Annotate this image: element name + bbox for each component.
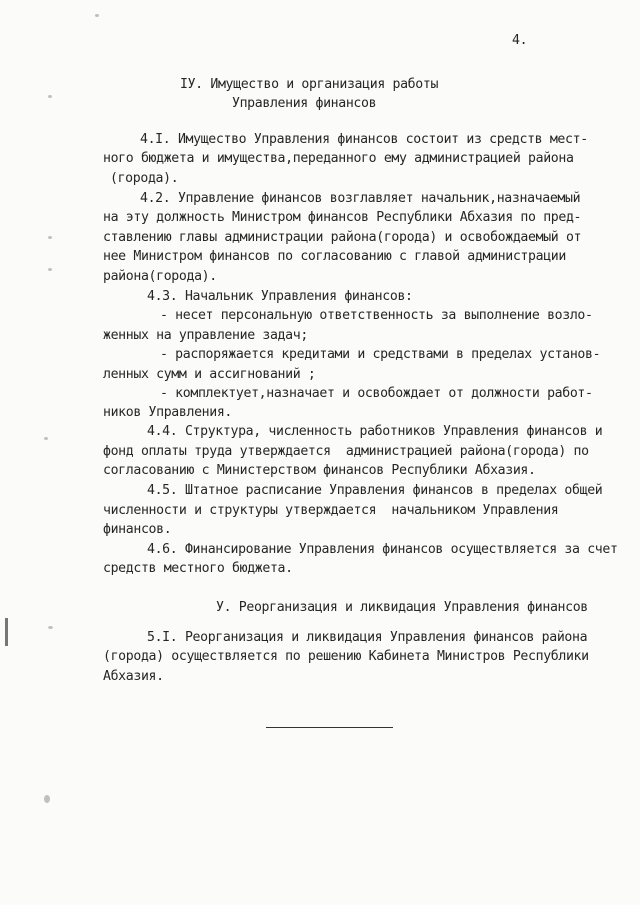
clause-4-4-line: согласованию с Министерством финансов Республики Абхазия. — [103, 463, 536, 478]
section-4-title: IУ. Имущество и организация работы — [180, 77, 439, 92]
clause-5-1-line: (города) осуществляется по решению Кабинета Министров Республики — [103, 649, 589, 664]
scan-speck — [44, 437, 48, 440]
clause-4-1-line: 4.I. Имущество Управления финансов состоит из средств мест- — [140, 132, 588, 147]
clause-4-3-item: - несет персональную ответственность за выполнение возло- — [160, 308, 593, 323]
clause-4-4-line: 4.4. Структура, численность работников Управления финансов и — [147, 424, 603, 439]
closing-rule — [266, 727, 393, 728]
page-number: 4. — [512, 33, 528, 48]
clause-4-3-heading: 4.3. Начальник Управления финансов: — [147, 289, 413, 304]
section-4-title-continued: Управления финансов — [232, 96, 377, 111]
clause-4-2-line: нее Министром финансов по согласованию с главой администрации — [103, 249, 566, 264]
clause-4-2-line: 4.2. Управление финансов возглавляет начальник,назначаемый — [140, 191, 581, 206]
clause-4-4-line: фонд оплаты труда утверждается администрацией района(города) по — [103, 444, 589, 459]
scan-speck — [48, 268, 52, 271]
clause-4-5-line: 4.5. Штатное расписание Управления финансов в пределах общей — [147, 483, 603, 498]
clause-5-1-line: Абхазия. — [103, 669, 164, 684]
clause-4-1-line: ного бюджета и имущества,переданного ему администрацией района — [103, 151, 574, 166]
scan-speck — [48, 95, 52, 98]
scan-speck — [95, 14, 99, 17]
scan-speck — [48, 236, 52, 239]
clause-4-5-line: численности и структуры утверждается начальником Управления — [103, 503, 559, 518]
clause-4-3-item: - распоряжается кредитами и средствами в пределах установ- — [160, 347, 601, 362]
clause-4-2-line: района(города). — [103, 269, 217, 284]
clause-4-6-line: средств местного бюджета. — [103, 561, 293, 576]
clause-4-5-line: финансов. — [103, 522, 172, 537]
clause-4-3-item-continued: ленных сумм и ассигнований ; — [103, 367, 316, 382]
clause-4-2-line: ставлению главы администрации района(города) и освобождаемый от — [103, 230, 582, 245]
clause-4-3-item-continued: женных на управление задач; — [103, 328, 308, 343]
binding-mark — [5, 618, 8, 646]
clause-4-1-line: (города). — [110, 171, 179, 186]
scan-speck — [48, 626, 53, 629]
clause-4-2-line: на эту должность Министром финансов Республики Абхазия по пред- — [103, 210, 582, 225]
clause-4-3-item-continued: ников Управления. — [103, 405, 233, 420]
section-5-title: У. Реорганизация и ликвидация Управления финансов — [216, 600, 588, 615]
clause-4-6-line: 4.6. Финансирование Управления финансов осуществляется за счет — [147, 542, 618, 557]
scan-speck — [44, 795, 50, 803]
clause-5-1-line: 5.I. Реорганизация и ликвидация Управления финансов района — [147, 630, 588, 645]
clause-4-3-item: - комплектует,назначает и освобождает от должности работ- — [160, 386, 593, 401]
